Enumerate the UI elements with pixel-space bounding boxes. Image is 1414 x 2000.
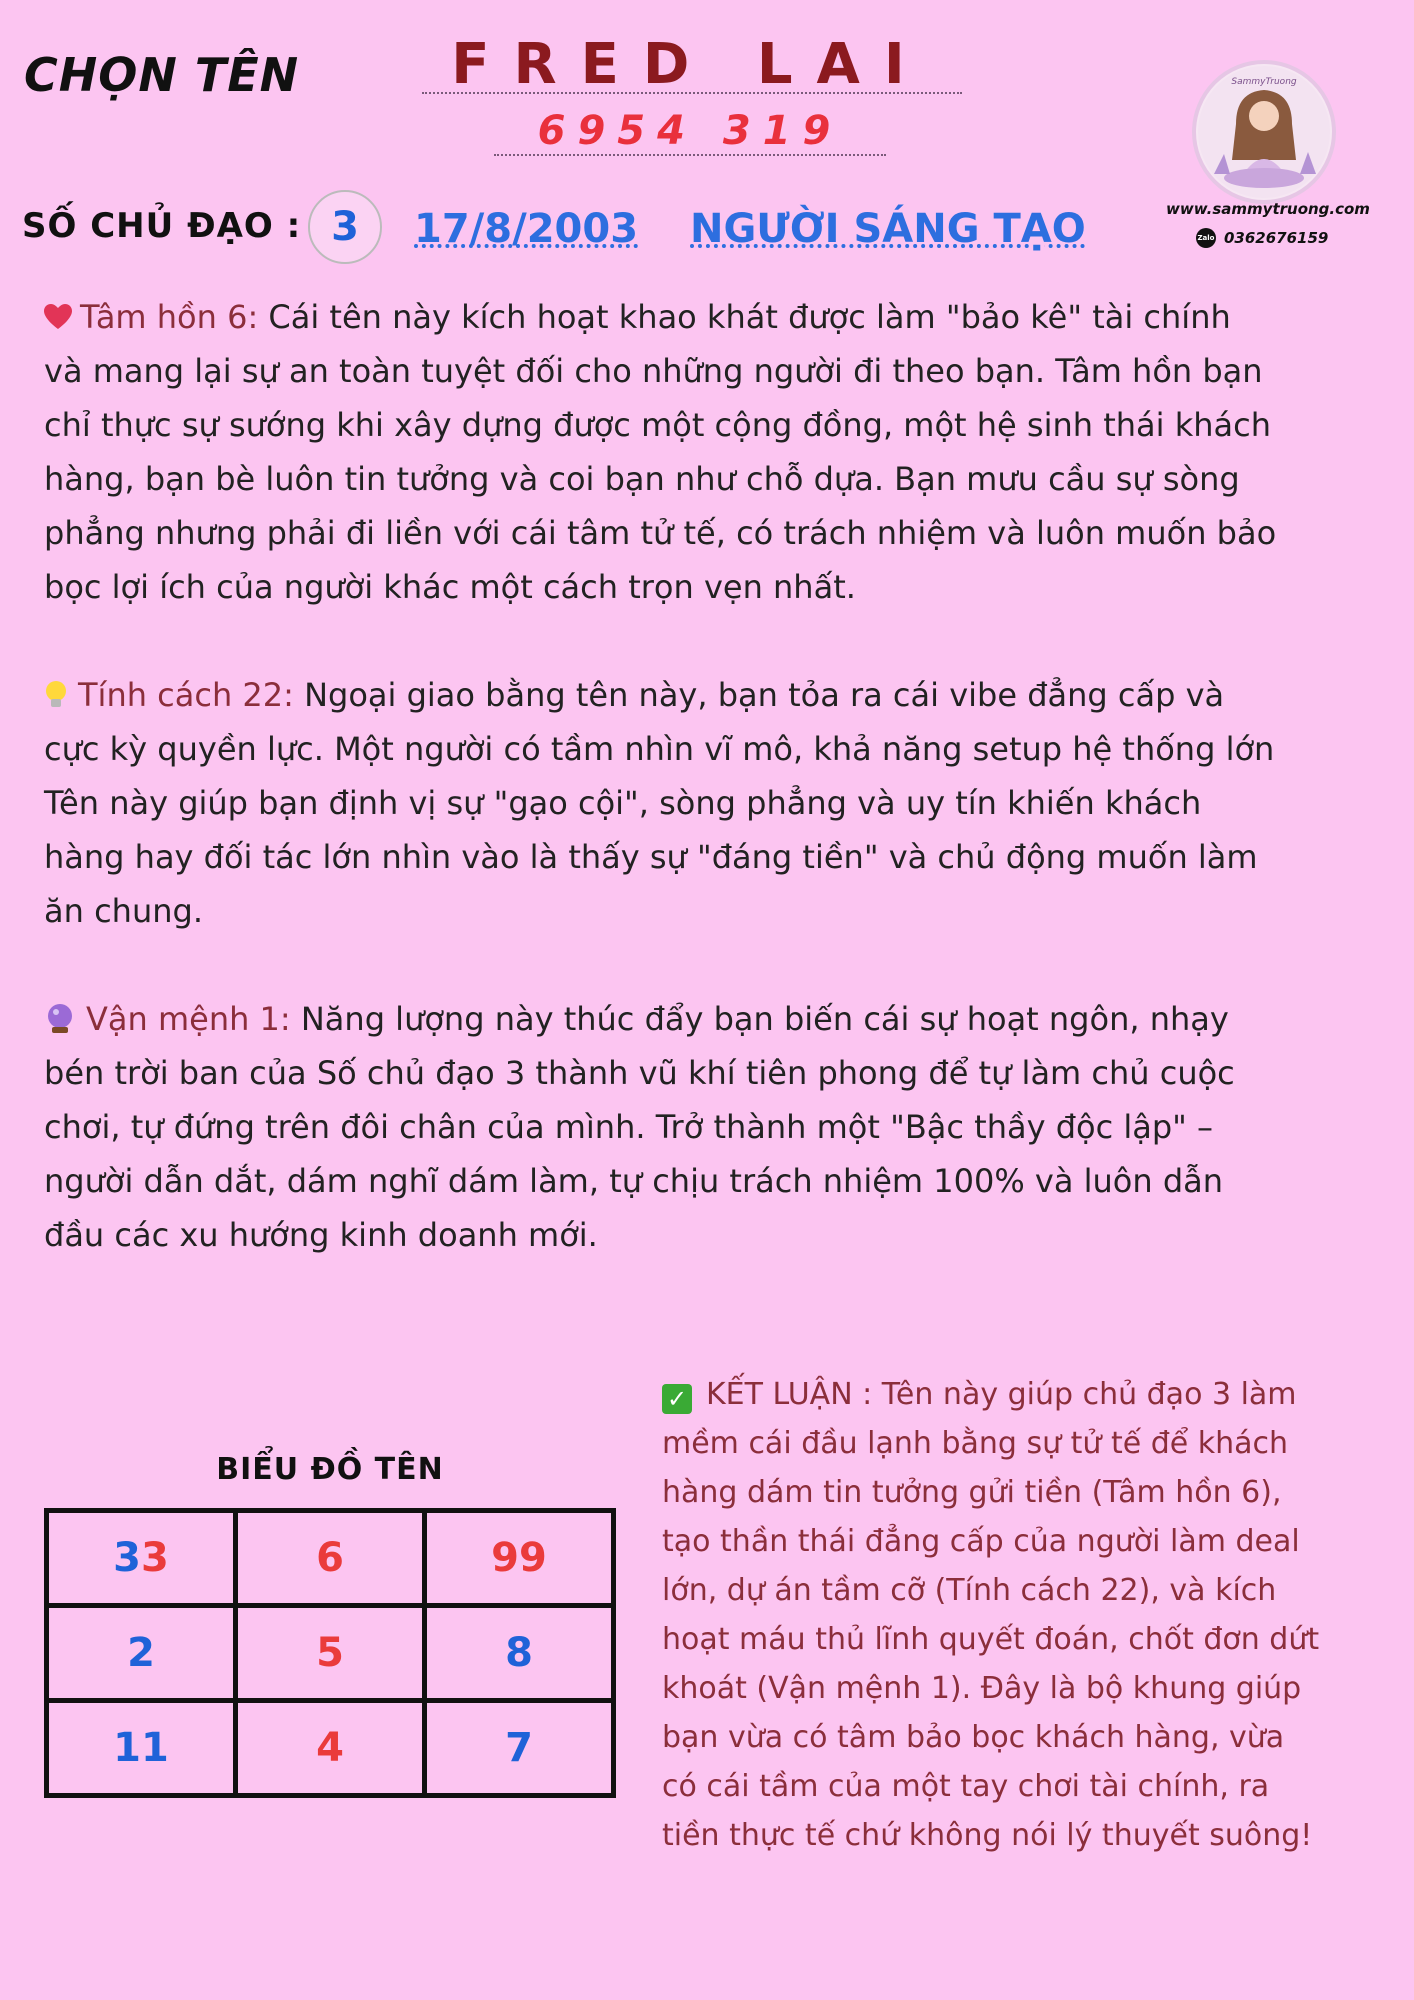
section-label: Vận mệnh 1: <box>86 1000 291 1038</box>
name-digits: 6954 319 <box>537 108 843 154</box>
destiny-section: Vận mệnh 1: Năng lượng này thúc đẩy bạn biến cái sự hoạt ngôn, nhạy bén trời ban của Số chủ đạo 3 thành vũ khí tiên phong để tự làm chủ cuộc chơi, tự đứng trên đôi chân của mình. Trở thành một "Bậc thầy độc lập" – người dẫn dắt, dám nghĩ dám làm, tự chịu trách nhiệm 100% và luôn dẫn đầu các xu hướng kinh doanh mới. <box>44 1000 1235 1254</box>
chart-cell: 99 <box>425 1511 614 1606</box>
website-text: www.sammytruong.com <box>1166 200 1370 218</box>
avatar-caption: SammyTruong <box>1231 77 1297 87</box>
chart-cell: 8 <box>425 1606 614 1701</box>
lightbulb-icon <box>44 680 68 710</box>
phone-number: 0362676159 <box>1224 229 1329 247</box>
life-path-title: NGƯỜI SÁNG TẠO <box>690 206 1086 252</box>
zalo-icon: Zalo <box>1196 228 1216 248</box>
page-heading: CHỌN TÊN <box>24 48 300 102</box>
contact-row <box>1196 228 1376 248</box>
chart-cell: 33 <box>47 1511 236 1606</box>
avatar <box>1192 60 1336 204</box>
checkmark-icon: ✓ <box>662 1384 692 1414</box>
meditating-woman-illustration <box>1196 64 1332 200</box>
name-title: FRED LAI <box>451 32 929 97</box>
section-label: Tính cách 22: <box>78 676 294 714</box>
personality-section: Tính cách 22: Ngoại giao bằng tên này, bạn tỏa ra cái vibe đẳng cấp và cực kỳ quyền lực. Một người có tầm nhìn vĩ mô, khả năng setup hệ thống lớn Tên này giúp bạn định vị sự "gạo cội", sòng phẳng và uy tín khiến khách hàng hay đối tác lớn nhìn vào là thấy sự "đáng tiền" và chủ động muốn làm ăn chung. <box>44 676 1275 930</box>
soul-section: Tâm hồn 6: Cái tên này kích hoạt khao khát được làm "bảo kê" tài chính và mang lại sự an toàn tuyệt đối cho những người đi theo bạn. Tâm hồn bạn chỉ thực sự sướng khi xây dựng được một cộng đồng, một hệ sinh thái khách hàng, bạn bè luôn tin tưởng và coi bạn như chỗ dựa. Bạn mưu cầu sự sòng phẳng nhưng phải đi liền với cái tâm tử tế, có trách nhiệm và luôn muốn bảo bọc lợi ích của người khác một cách trọn vẹn nhất. <box>44 298 1277 606</box>
chart-cell: 4 <box>236 1701 425 1796</box>
divider <box>422 92 962 94</box>
chart-cell: 6 <box>236 1511 425 1606</box>
divider <box>494 154 886 156</box>
birth-date: 17/8/2003 <box>414 206 639 252</box>
conclusion: ✓ KẾT LUẬN : Tên này giúp chủ đạo 3 làm mềm cái đầu lạnh bằng sự tử tế để khách hàng dám tin tưởng gửi tiền (Tâm hồn 6), tạo thần thái đẳng cấp của người làm deal lớn, dự án tầm cỡ (Tính cách 22), và kích hoạt máu thủ lĩnh quyết đoán, chốt đơn dứt khoát (Vận mệnh 1). Đây là bộ khung giúp bạn vừa có tâm bảo bọc khách hàng, vừa có cái tầm của một tay chơi tài chính, ra tiền thực tế chứ không nói lý thuyết suông! <box>662 1377 1320 1853</box>
heart-icon <box>44 304 72 330</box>
section-label: Tâm hồn 6: <box>80 298 259 336</box>
name-chart-grid <box>44 1508 616 1798</box>
crystal-ball-icon <box>44 1002 76 1034</box>
chart-cell: 5 <box>236 1606 425 1701</box>
name-chart-title: BIỂU ĐỒ TÊN <box>216 1452 444 1487</box>
life-path-label: SỐ CHỦ ĐẠO : <box>22 206 302 246</box>
chart-cell: 2 <box>47 1606 236 1701</box>
chart-cell: 7 <box>425 1701 614 1796</box>
life-path-number: 3 <box>308 190 382 264</box>
chart-cell: 11 <box>47 1701 236 1796</box>
